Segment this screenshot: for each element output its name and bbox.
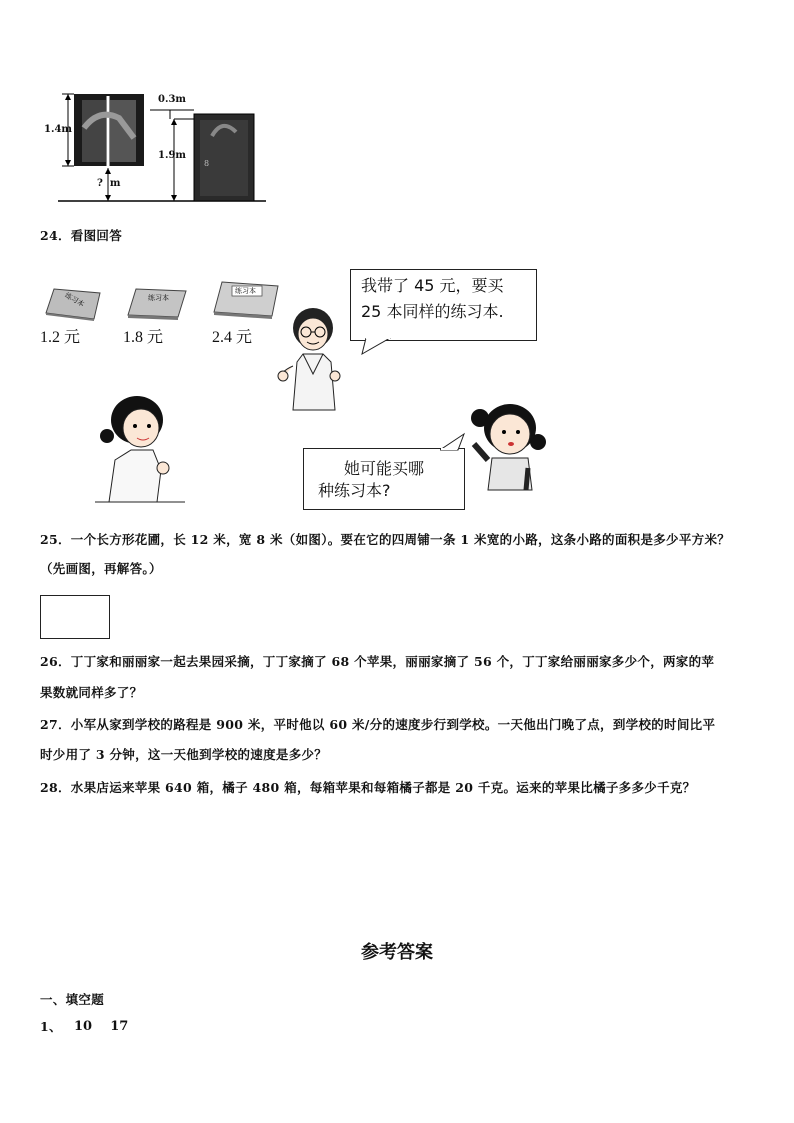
q26-line2: 果数就同样多了？ (40, 685, 143, 700)
notebook-1-cover-text: 练习本 (63, 291, 86, 309)
q26-line1: 26．丁丁家和丽丽家一起去果园采摘，丁丁家摘了 68 个苹果，丽丽家摘了 56 个，丁丁家给丽丽家多少个，两家的苹 (40, 654, 715, 669)
rectangle-garden (40, 595, 110, 639)
q25-line2: （先画图，再解答。） (40, 561, 162, 576)
q27-line2: 时少用了 3 分钟，这一天他到学校的速度是多少？ (40, 747, 328, 762)
answer-1-values: 10 17 (74, 1019, 129, 1034)
bubble-teacher-tail (360, 338, 400, 360)
q25-line1: 25．一个长方形花圃，长 12 米，宽 8 米（如图）。要在它的四周铺一条 1 米宽的小路，这条小路的面积是多少平方米？ (40, 532, 731, 547)
price-1: 1.2 元 (40, 329, 81, 346)
q24-heading: 24．看图回答 (40, 228, 122, 243)
teacher-illustration (275, 302, 355, 412)
bubble-teacher-line2: 25 本同样的练习本. (361, 302, 504, 321)
answers-title: 参考答案 (361, 942, 433, 963)
notebook-2-cover-text: 练习本 (148, 294, 169, 302)
height-comparison-figure (44, 88, 274, 206)
bubble-teacher-line1: 我带了 45 元，要买 (361, 276, 504, 295)
svg-text:8: 8 (204, 159, 210, 168)
notebook-3-cover-text: 练习本 (235, 287, 256, 295)
answer-1-num: 1、 (40, 1019, 62, 1034)
answers-section: 一、填空题 (40, 992, 105, 1007)
label-unknown-m: ? m (97, 178, 121, 189)
label-1-9m: 1.9m (158, 150, 186, 161)
height-diagram (44, 88, 274, 206)
label-1-4m: 1.4m (44, 124, 72, 135)
bubble-girl-line2: 种练习本? (318, 481, 391, 500)
notebook-1 (44, 285, 106, 321)
woman-illustration (95, 390, 185, 510)
girl-illustration (466, 398, 556, 498)
speech-bubble-teacher (350, 269, 537, 341)
q27-line1: 27．小军从家到学校的路程是 900 米，平时他以 60 米/分的速度步行到学校。一天他出门晚了点，到学校的时间比平 (40, 717, 716, 732)
price-3: 2.4 元 (212, 329, 253, 346)
label-0-3m: 0.3m (158, 94, 186, 105)
q28-line1: 28．水果店运来苹果 640 箱，橘子 480 箱，每箱苹果和每箱橘子都是 20 千克。运来的苹果比橘子多多少千克？ (40, 780, 696, 795)
notebook-2 (126, 287, 188, 321)
notebook-3 (212, 280, 280, 320)
bubble-girl-line1: 她可能买哪 (344, 459, 425, 478)
price-2: 1.8 元 (123, 329, 164, 346)
